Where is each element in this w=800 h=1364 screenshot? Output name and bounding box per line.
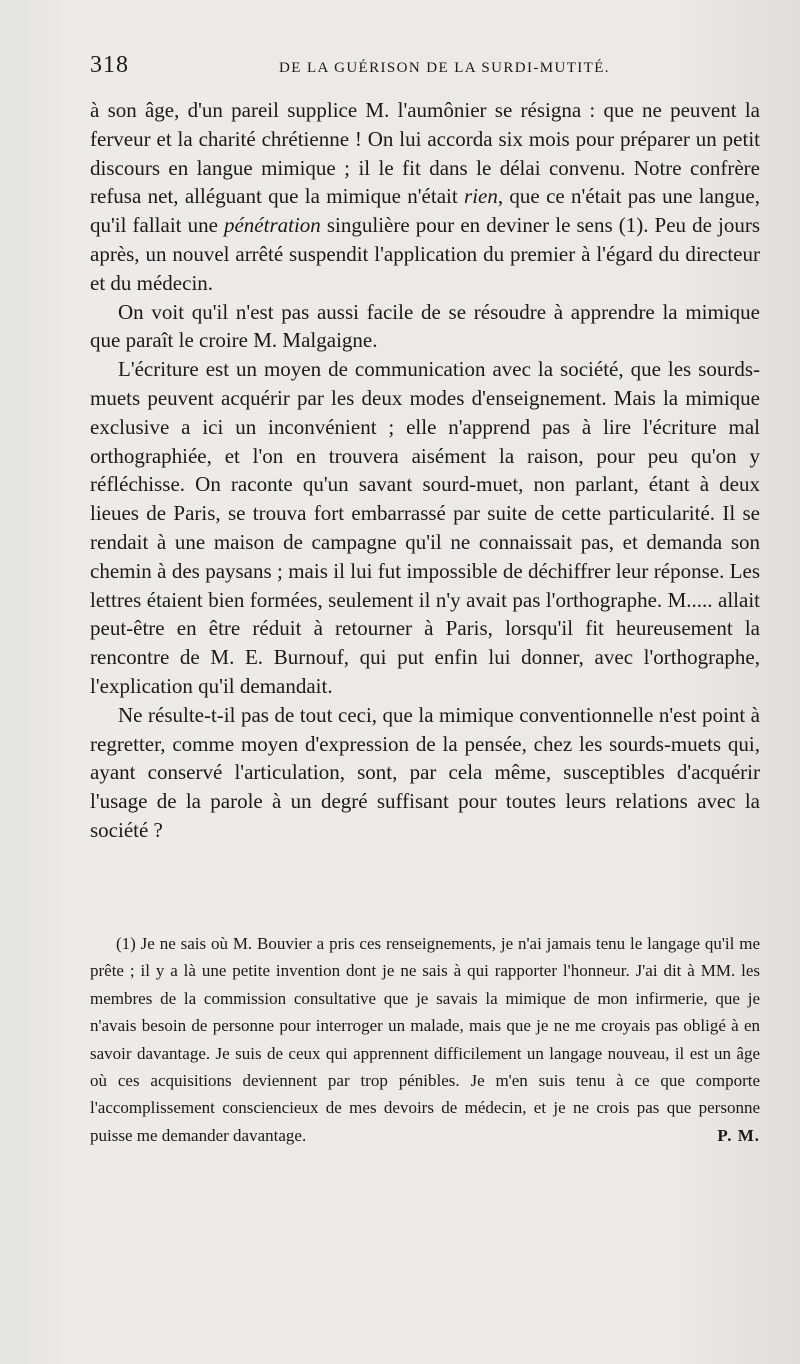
italic-word-rien: rien [464,184,498,209]
running-title: DE LA GUÉRISON DE LA SURDI-MUTITÉ. [279,60,610,76]
main-text [90,96,760,845]
paragraph-2: On voit qu'il n'est pas aussi facile de se résoudre à apprendre la mimique que paraît le croire M. Malgaigne. [90,299,760,353]
footnote-block [90,930,760,1149]
page-header [90,52,760,79]
footnote-1-text: (1) Je ne sais où M. Bouvier a pris ces renseignements, je n'ai jamais tenu le langage qu'il me prête ; il y a là une petite invention dont je ne sais à qui rapporter l'honneur. J'ai dit à MM. les membres de la commission consultative que je savais la mimique de mon infirmerie, que je n'avais besoin de personne pour interroger un malade, mais que je ne me croyais pas obligé à en savoir davantage. Je suis de ceux qui apprennent difficilement un langage nouveau, il est un âge où ces acquisitions deviennent par trop pénibles. Je m'en suis tenu à ce que comporte l'accomplissement consciencieux de mes devoirs de médecin, et je ne crois pas que personne puisse me demander davantage. [90,934,760,1145]
paragraph-1-part-c: singulière pour en deviner le sens (1). Peu de jours après, un nouvel arrêté suspendit l'application du premier à l'égard du directeur et du médecin. [90,213,760,295]
footnote-1 [90,930,760,1149]
italic-word-penetration: pénétration [223,213,321,238]
paragraph-1 [90,96,760,298]
paragraph-4: Ne résulte-t-il pas de tout ceci, que la mimique conventionnelle n'est point à regretter, comme moyen d'expression de la pensée, chez les sourds-muets qui, ayant conservé l'articulation, sont, par cela même, susceptibles d'acquérir l'usage de la parole à un degré suffisant pour toutes leurs relations avec la société ? [90,702,760,842]
paragraph-3: L'écriture est un moyen de communication avec la société, que les sourds-muets peuvent acquérir par les deux modes d'enseignement. Mais la mimique exclusive a ici un inconvénient ; elle n'apprend pas à lire l'écriture mal orthographiée, et l'on en trouvera aisément la raison, pour peu qu'on y réfléchisse. On raconte qu'un savant sourd-muet, non parlant, étant à deux lieues de Paris, se trouva fort embarrassé par suite de cette particularité. Il se rendait à une maison de campagne qu'il ne connaissait pas, et demanda son chemin à des paysans ; mais il lui fut impossible de déchiffrer leur réponse. Les lettres étaient bien formées, seulement il n'y avait pas l'orthographe. M..... allait peut-être en être réduit à retourner à Paris, lorsqu'il fit heureusement la rencontre de M. E. Burnouf, qui put enfin lui donner, avec l'orthographe, l'explication qu'il demandait. [90,357,760,698]
footnote-signature: P. M. [717,1125,760,1145]
page-number: 318 [90,52,129,78]
paragraph-1-part-b: , que ce n'était pas une langue, qu'il fallait une [90,184,760,238]
paragraph-1-part-a: à son âge, d'un pareil supplice M. l'aumônier se résigna : que ne peuvent la ferveur et la charité chrétienne ! On lui accorda six mois pour préparer un petit discours en langue mimique ; il le fit dans le délai convenu. Notre confrère refusa net, alléguant que la mimique n'était [90,98,760,209]
